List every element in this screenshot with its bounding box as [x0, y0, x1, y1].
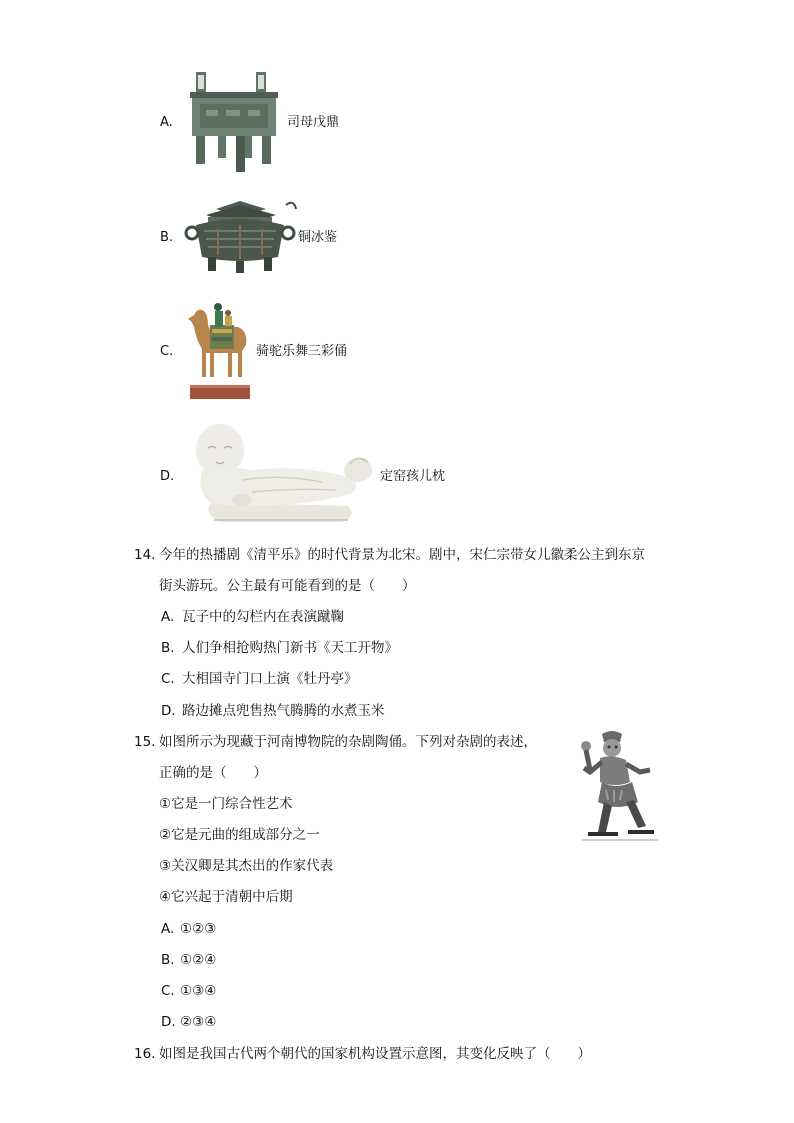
- statement-item: ①它是一门综合性艺术: [159, 796, 293, 812]
- statement-item: ③关汉卿是其杰出的作家代表: [159, 858, 334, 874]
- option-text: ①③④: [180, 983, 217, 999]
- question-stem-line: 如图是我国古代两个朝代的国家机构设置示意图，其变化反映了（ ）: [159, 1046, 591, 1062]
- statement-item: ④它兴起于清朝中后期: [159, 889, 293, 905]
- bronze-ding-image: [186, 70, 282, 176]
- option-text: 大相国寺门口上演《牡丹亭》: [182, 671, 358, 687]
- option-label: 铜冰鉴: [298, 230, 338, 245]
- porcelain-child-pillow-image: [182, 420, 378, 530]
- question-number: 16.: [134, 1046, 156, 1062]
- statement-item: ②它是元曲的组成部分之一: [159, 827, 320, 843]
- question-number: 14.: [134, 547, 156, 563]
- question-number: 15.: [134, 734, 156, 750]
- option-letter: A.: [161, 921, 175, 937]
- option-letter: D.: [160, 469, 175, 484]
- sancai-camel-image: [188, 295, 252, 401]
- option-letter: B.: [161, 952, 175, 968]
- option-text: ①②③: [180, 921, 217, 937]
- option-letter: C.: [161, 983, 175, 999]
- question-stem-line: 街头游玩。公主最有可能看到的是（ ）: [159, 578, 416, 594]
- option-text: 人们争相抢购热门新书《天工开物》: [182, 640, 398, 656]
- option-label: 司母戊鼎: [287, 115, 340, 130]
- option-text: ①②④: [180, 952, 217, 968]
- option-text: ②③④: [180, 1014, 217, 1030]
- option-text: 瓦子中的勾栏内在表演蹴鞠: [182, 609, 344, 625]
- option-letter: D.: [161, 703, 176, 719]
- question-stem-line: 如图所示为现藏于河南博物院的杂剧陶俑。下列对杂剧的表述，: [159, 734, 537, 750]
- option-letter: C.: [161, 671, 175, 687]
- option-letter: B.: [161, 640, 175, 656]
- bronze-ice-chest-image: [182, 195, 298, 277]
- option-letter: D.: [161, 1014, 176, 1030]
- option-letter: A.: [161, 609, 175, 625]
- question-stem-line: 正确的是（ ）: [159, 765, 267, 781]
- option-letter: A.: [160, 115, 173, 130]
- option-label: 定窑孩儿枕: [380, 469, 446, 484]
- zaju-figurine-image: [580, 728, 660, 844]
- option-letter: B.: [160, 230, 174, 245]
- option-label: 骑驼乐舞三彩俑: [256, 344, 348, 359]
- option-text: 路边摊点兜售热气腾腾的水煮玉米: [182, 703, 385, 719]
- option-letter: C.: [160, 344, 174, 359]
- question-stem-line: 今年的热播剧《清平乐》的时代背景为北宋。剧中，宋仁宗带女儿徽柔公主到东京: [159, 547, 645, 563]
